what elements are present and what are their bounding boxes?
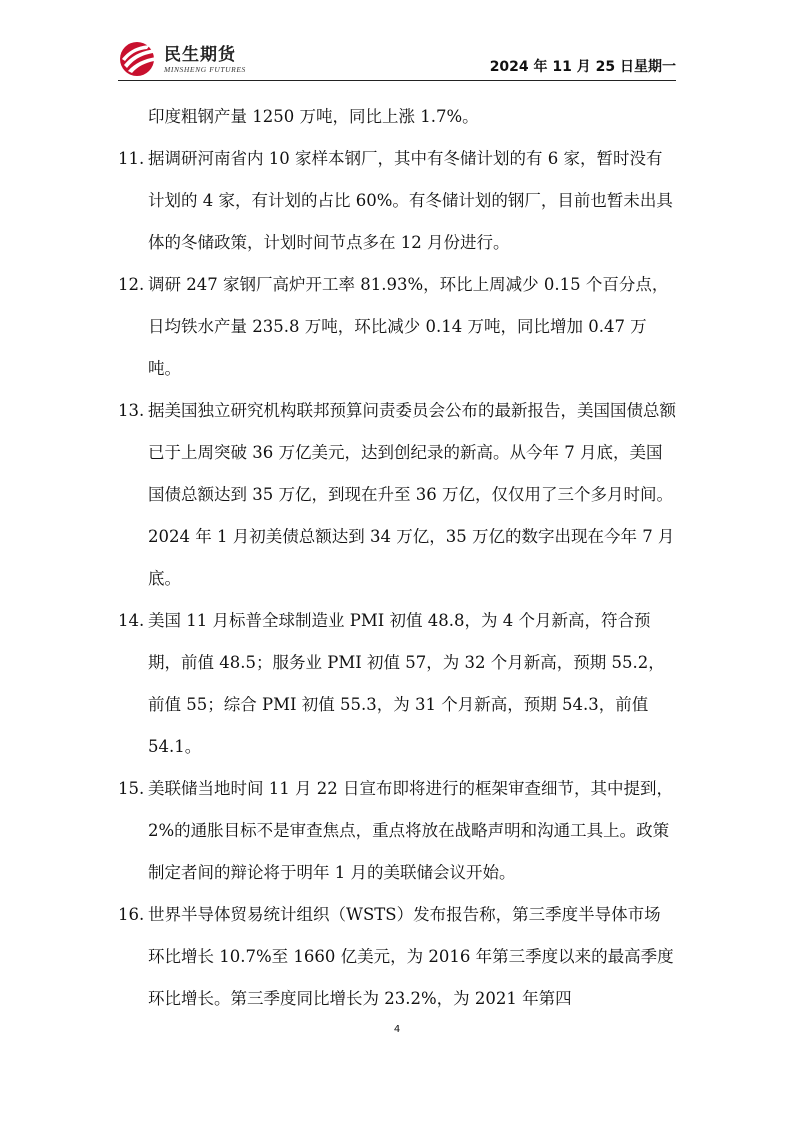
news-item-11 (118, 138, 676, 264)
news-item-13 (118, 390, 676, 600)
item-text: 调研 247 家钢厂高炉开工率 81.93%，环比上周减少 0.15 个百分点，日均铁水产量 235.8 万吨，环比减少 0.14 万吨，同比增加 0.47 万吨。 (148, 275, 669, 378)
news-item-12 (118, 264, 676, 390)
item-text: 美国 11 月标普全球制造业 PMI 初值 48.8，为 4 个月新高，符合预期，前值 48.5；服务业 PMI 初值 57，为 32 个月新高，预期 55.2，前值 55；综合 PMI 初值 55.3，为 31 个月新高，预期 54.3，前值 54.1。 (148, 611, 665, 756)
item-number: 16. (118, 905, 145, 924)
continued-paragraph: 印度粗钢产量 1250 万吨，同比上涨 1.7%。 (148, 107, 479, 126)
news-item-16 (118, 894, 676, 1020)
page-header (118, 36, 676, 82)
item-number: 11. (118, 149, 145, 168)
item-text: 据调研河南省内 10 家样本钢厂，其中有冬储计划的有 6 家，暂时没有计划的 4 家，有计划的占比 60%。有冬储计划的钢厂，目前也暂未出具体的冬储政策，计划时间节点多在 12 月份进行。 (148, 149, 673, 252)
item-number: 12. (118, 275, 145, 294)
logo-english-text: MINSHENG FUTURES (164, 65, 246, 74)
news-item-14 (118, 600, 676, 768)
logo-chinese-text: 民生期货 (164, 45, 236, 65)
item-number: 13. (118, 401, 145, 420)
item-number: 15. (118, 779, 145, 798)
page-number: 4 (393, 1024, 401, 1035)
item-text: 美联储当地时间 11 月 22 日宣布即将进行的框架审查细节，其中提到，2%的通胀目标不是审查焦点，重点将放在战略声明和沟通工具上。政策制定者间的辩论将于明年 1 月的美联储会议开始。 (148, 779, 673, 882)
document-body (118, 96, 676, 1020)
item-number: 14. (118, 611, 145, 630)
minsheng-logo-icon (118, 40, 158, 78)
company-logo (118, 36, 318, 80)
header-divider (118, 80, 676, 81)
item-text: 据美国独立研究机构联邦预算问责委员会公布的最新报告，美国国债总额已于上周突破 36 万亿美元，达到创纪录的新高。从今年 7 月底，美国国债总额达到 35 万亿，到现在升至 36 万亿，仅仅用了三个多月时间。2024 年 1 月初美债总额达到 34 万亿，35 万亿的数字出现在今年 7 月底。 (148, 401, 676, 588)
item-text: 世界半导体贸易统计组织（WSTS）发布报告称，第三季度半导体市场环比增长 10.7%至 1660 亿美元，为 2016 年第三季度以来的最高季度环比增长。第三季度同比增长为 23.2%，为 2021 年第四 (148, 905, 674, 1008)
news-item-15 (118, 768, 676, 894)
report-date: 2024 年 11 月 25 日星期一 (489, 59, 676, 75)
